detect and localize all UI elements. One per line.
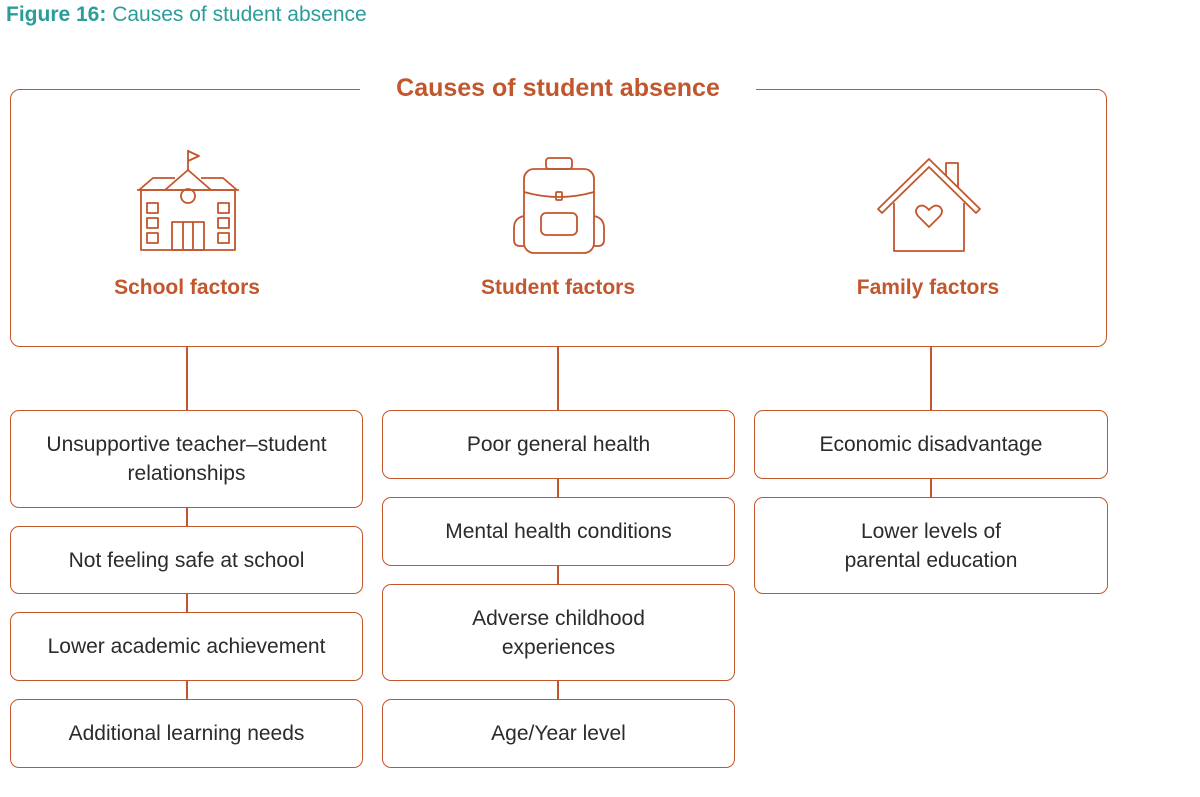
figure-caption	[6, 3, 367, 27]
diagram-title: Causes of student absence	[360, 73, 756, 103]
school-factor-box: Additional learning needs	[10, 699, 363, 768]
connector-line	[557, 565, 559, 585]
connector-line	[186, 507, 188, 527]
connector-line	[557, 478, 559, 498]
backpack-icon	[510, 156, 608, 256]
connector-line	[930, 478, 932, 498]
category-student-label: Student factors	[480, 276, 635, 299]
school-factor-box: Not feeling safe at school	[10, 526, 363, 594]
connector-line	[930, 347, 932, 411]
house-heart-icon	[876, 155, 982, 253]
student-factor-box: Poor general health	[382, 410, 735, 479]
school-factor-box: Lower academic achievement	[10, 612, 363, 681]
student-factor-box: Age/Year level	[382, 699, 735, 768]
student-factor-box: Adverse childhood experiences	[382, 584, 735, 681]
connector-line	[186, 593, 188, 613]
category-family-label: Family factors	[856, 276, 1000, 299]
category-school-label: School factors	[114, 276, 260, 299]
school-factor-box: Unsupportive teacher–student relationships	[10, 410, 363, 508]
figure-number: Figure 16:	[6, 3, 107, 26]
connector-line	[186, 680, 188, 700]
school-building-icon	[135, 148, 241, 252]
connector-line	[186, 347, 188, 411]
connector-line	[557, 347, 559, 411]
family-factor-box: Economic disadvantage	[754, 410, 1108, 479]
connector-line	[557, 680, 559, 700]
student-factor-box: Mental health conditions	[382, 497, 735, 566]
figure-caption-text: Causes of student absence	[112, 3, 367, 26]
family-factor-box: Lower levels of parental education	[754, 497, 1108, 594]
